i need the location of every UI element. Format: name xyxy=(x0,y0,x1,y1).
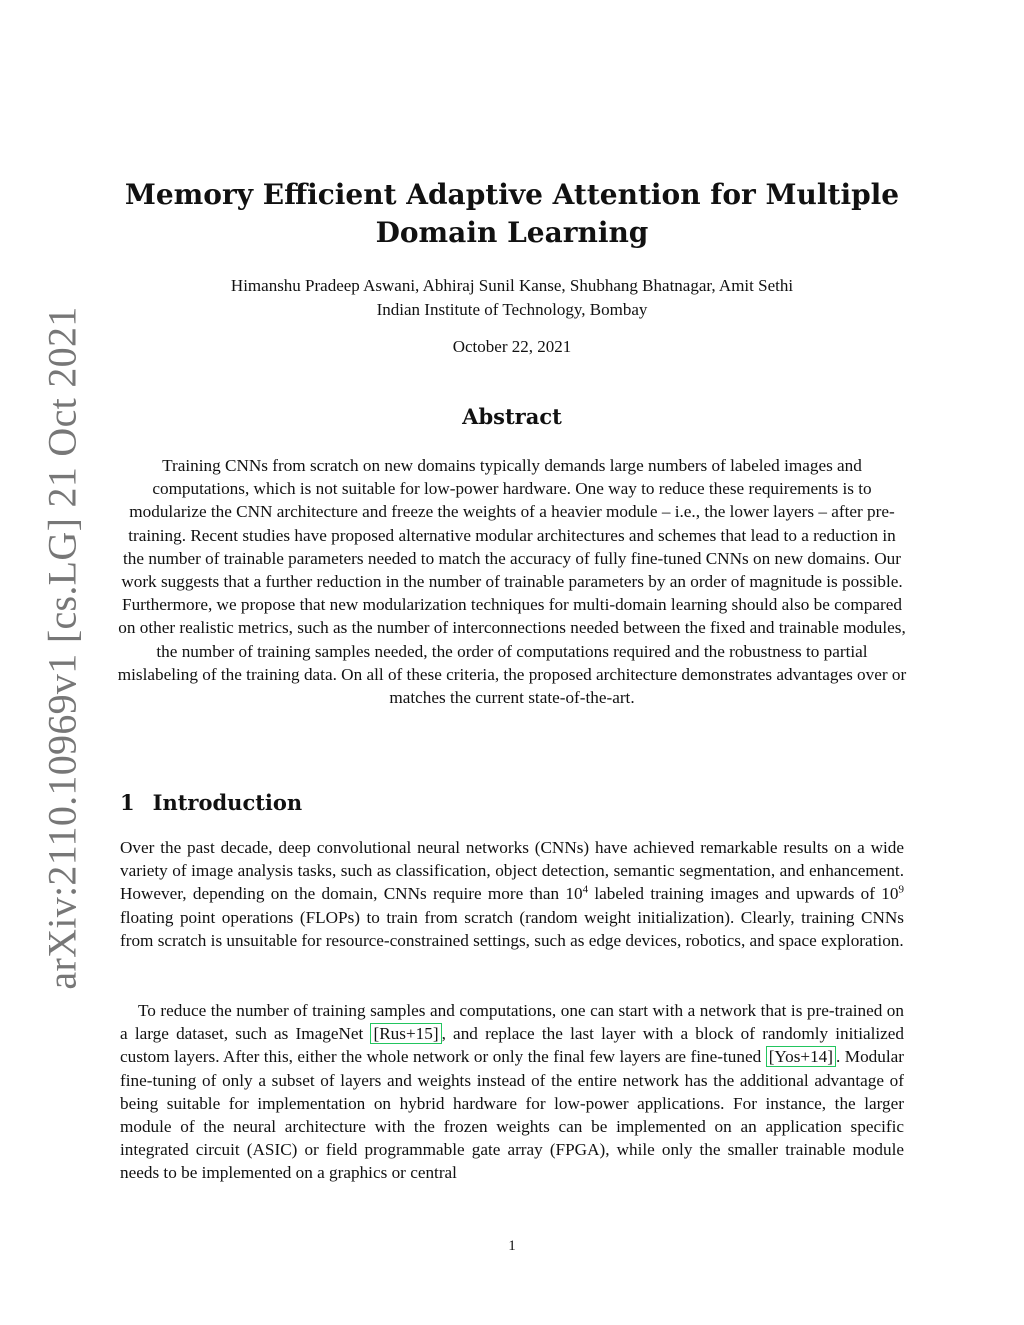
paper-title: Memory Efficient Adaptive Attention for Multiple Domain Learning xyxy=(124,178,900,249)
intro-paragraph-1 xyxy=(120,836,904,952)
author-list: Himanshu Pradeep Aswani, Abhiraj Sunil Kanse, Shubhang Bhatnagar, Amit Sethi xyxy=(230,276,794,295)
text-span: , and replace the last layer with a block of randomly initialized custom layers. After this, either the whole network or only the final few layers are fine-tuned xyxy=(120,1024,904,1067)
arxiv-identifier: arXiv:2110.10969v1 [cs.LG] 21 Oct 2021 xyxy=(39,306,85,990)
citation-link-rus15[interactable]: [Rus+15] xyxy=(370,1023,441,1044)
text-span: floating point operations (FLOPs) to train from scratch (random weight initialization). Clearly, training CNNs from scratch is unsuitable for resource-constrained settings, such as edge devices, robotics, and space exploration. xyxy=(120,907,904,950)
citation-link-yos14[interactable]: [Yos+14] xyxy=(766,1046,836,1067)
section-heading xyxy=(120,790,302,815)
text-span: . Modular fine-tuning of only a subset of layers and weights instead of the entire network has the additional advantage of being suitable for implementation on hybrid hardware for low-power applications. For instance, the larger module of the neural architecture with the frozen weights can be implemented on an application specific integrated circuit (ASIC) or field programmable gate array (FPGA), while only the smaller trainable module needs to be implemented on a graphics or central xyxy=(120,1047,904,1183)
affiliation: Indian Institute of Technology, Bombay xyxy=(376,300,648,319)
page-number: 1 xyxy=(508,1238,516,1254)
intro-paragraph-2 xyxy=(120,999,904,1185)
superscript: 9 xyxy=(898,883,904,896)
author-block xyxy=(120,274,904,322)
text-span: To reduce the number of training samples and computations, one can start with a network that is pre-trained on a large dataset, such as ImageNet xyxy=(120,1001,904,1044)
section-title: Introduction xyxy=(152,790,303,815)
section-number: 1 xyxy=(120,790,135,815)
text-span: Over the past decade, deep convolutional neural networks (CNNs) have achieved remarkable results on a wide variety of image analysis tasks, such as classification, object detection, semantic segmentation, and enhancement. However, depending on the domain, CNNs require more than 10 xyxy=(120,838,904,904)
text-span: labeled training images and upwards of 10 xyxy=(588,884,899,904)
superscript: 4 xyxy=(582,883,589,896)
abstract-heading: Abstract xyxy=(462,404,562,429)
publication-date: October 22, 2021 xyxy=(452,337,572,356)
abstract-text: Training CNNs from scratch on new domains typically demands large numbers of labeled images and computations, which is not suitable for low-power hardware. One way to reduce these requirements is to modularize the CNN architecture and freeze the weights of a heavier module – i.e., the lower layers – after pre-training. Recent studies have proposed alternative modular architectures and schemes that lead to a reduction in the number of trainable parameters needed to match the accuracy of fully fine-tuned CNNs on new domains. Our work suggests that a further reduction in the number of trainable parameters by an order of magnitude is possible. Furthermore, we propose that new modularization techniques for multi-domain learning should also be compared on other realistic metrics, such as the number of interconnections needed between the fixed and trainable modules, the number of training samples needed, the order of computations required and the robustness to partial mislabeling of the training data. On all of these criteria, the proposed architecture demonstrates advantages over or matches the current state-of-the-art. xyxy=(117,456,907,708)
